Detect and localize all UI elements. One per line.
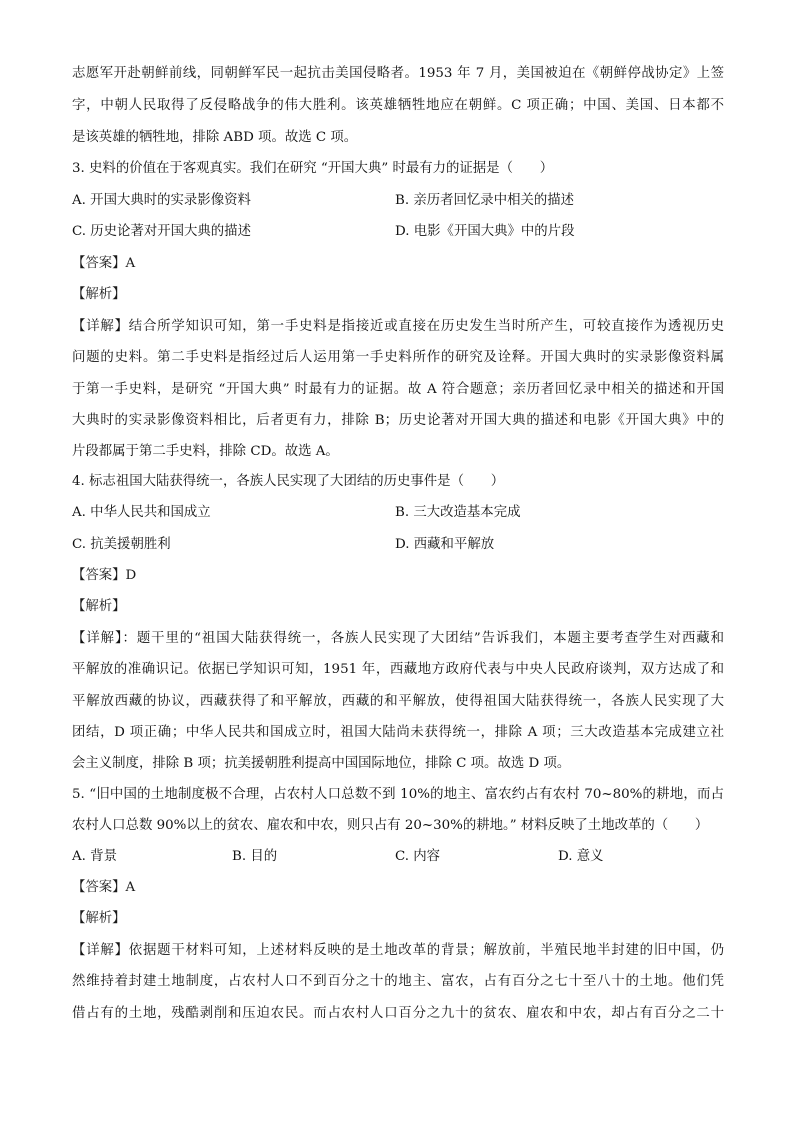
answer-label: 【答案】D [72, 568, 137, 583]
option-d: D. 意义 [558, 849, 604, 864]
option-a: A. 中华人民共和国成立 [72, 505, 211, 520]
answer-label: 【答案】A [72, 256, 136, 271]
option-c: C. 抗美援朝胜利 [72, 537, 171, 552]
analysis-label: 【解析】 [72, 287, 126, 302]
option-d: D. 电影《开国大典》中的片段 [395, 224, 575, 239]
analysis-label: 【解析】 [72, 599, 126, 614]
answer-label: 【答案】A [72, 880, 136, 895]
detail-line: 团结，D 项正确；中华人民共和国成立时，祖国大陆尚未获得统一，排除 A 项；三大改造基本完成建立社 [72, 725, 724, 740]
question-stem: 5. “旧中国的土地制度极不合理，占农村人口总数不到 10%的地主、富农约占有农村 70~80%的耕地，而占 [72, 787, 724, 802]
detail-line: 【详解】结合所学知识可知，第一手史料是指接近或直接在历史发生当时所产生，可较直接作为透视历史 [72, 319, 724, 334]
option-b: B. 亲历者回忆录中相关的描述 [395, 193, 575, 208]
option-row [72, 222, 724, 242]
detail-line: 问题的史料。第二手史料是指经过后人运用第一手史料所作的研究及诠释。开国大典时的实录影像资料属 [72, 350, 724, 365]
question-stem: 4. 标志祖国大陆获得统一，各族人民实现了大团结的历史事件是（ ） [72, 474, 505, 489]
detail-line: 平解放的准确识记。依据已学知识可知，1951 年，西藏地方政府代表与中央人民政府谈判，双方达成了和 [72, 662, 724, 677]
option-a: A. 开国大典时的实录影像资料 [72, 193, 251, 208]
option-b: B. 目的 [232, 849, 278, 864]
detail-line: 片段都属于第二手史料，排除 CD。故选 A。 [72, 444, 339, 459]
detail-line: 平解放西藏的协议，西藏获得了和平解放，西藏的和平解放，使得祖国大陆获得统一，各族人民实现了大 [72, 694, 724, 709]
option-b: B. 三大改造基本完成 [395, 505, 521, 520]
question-stem: 农村人口总数 90%以上的贫农、雇农和中农，则只占有 20~30%的耕地。” 材料反映了土地改革的（ ） [72, 818, 709, 833]
paragraph-line: 字，中朝人民取得了反侵略战争的伟大胜利。该英雄牺牲地应在朝鲜。C 项正确；中国、美国、日本都不 [72, 98, 724, 113]
option-row [72, 847, 724, 867]
detail-line: 【详解】：题干里的“祖国大陆获得统一，各族人民实现了大团结”告诉我们，本题主要考查学生对西藏和 [72, 631, 724, 646]
paragraph-line: 是该英雄的牺牲地，排除 ABD 项。故选 C 项。 [72, 130, 358, 145]
question-stem: 3. 史料的价值在于客观真实。我们在研究 “开国大典” 时最有力的证据是（ ） [72, 161, 554, 176]
option-c: C. 历史论著对开国大典的描述 [72, 224, 251, 239]
option-a: A. 背景 [72, 849, 117, 864]
option-row [72, 535, 724, 555]
option-c: C. 内容 [395, 849, 441, 864]
detail-line: 然维持着封建土地制度，占农村人口不到百分之十的地主、富农，占有百分之七十至八十的土地。他们凭 [72, 974, 724, 989]
paragraph-line: 志愿军开赴朝鲜前线，同朝鲜军民一起抗击美国侵略者。1953 年 7 月，美国被迫在《朝鲜停战协定》上签 [72, 66, 724, 81]
detail-line: 于第一手史料，是研究 “开国大典” 时最有力的证据。故 A 符合题意；亲历者回忆录中相关的描述和开国 [72, 382, 724, 397]
detail-line: 借占有的土地，残酷剥削和压迫农民。而占农村人口百分之九十的贫农、雇农和中农，却占有百分之二十 [72, 1006, 724, 1021]
detail-line: 会主义制度，排除 B 项；抗美援朝胜利提高中国国际地位，排除 C 项。故选 D 项。 [72, 756, 571, 771]
option-d: D. 西藏和平解放 [395, 537, 495, 552]
detail-line: 【详解】依据题干材料可知，上述材料反映的是土地改革的背景；解放前，半殖民地半封建的旧中国，仍 [72, 943, 724, 958]
option-row [72, 191, 724, 211]
option-row [72, 503, 724, 523]
detail-line: 大典时的实录影像资料相比，后者更有力，排除 B；历史论著对开国大典的描述和电影《开国大典》中的 [72, 413, 724, 428]
analysis-label: 【解析】 [72, 911, 126, 926]
